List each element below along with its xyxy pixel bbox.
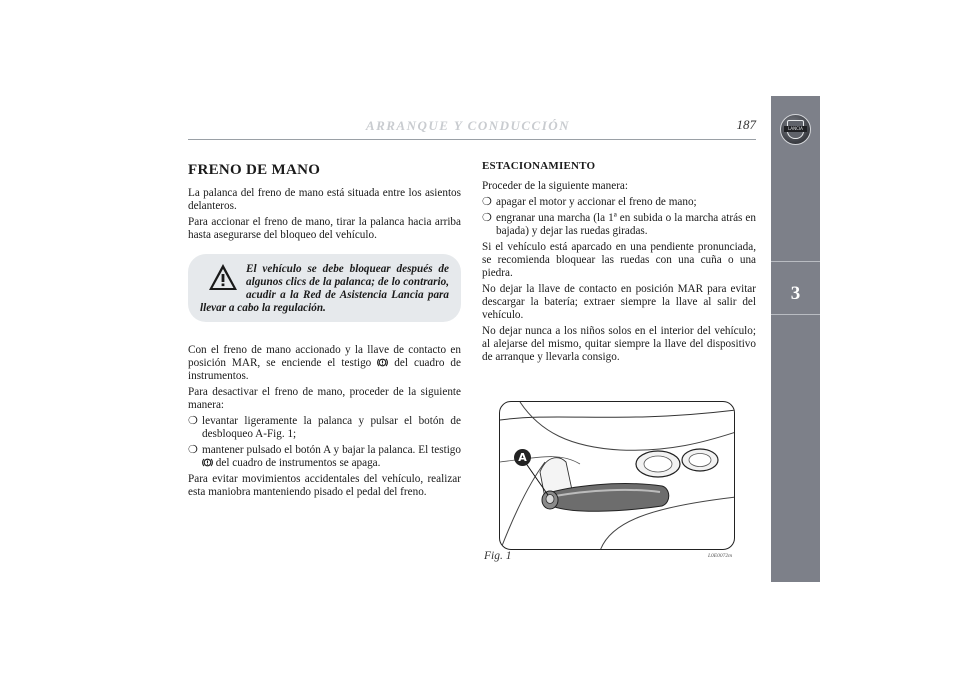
list-item-text: [202, 444, 461, 470]
list-item: [482, 212, 756, 238]
side-tab-divider-bottom: [771, 314, 820, 315]
logo-text: LANCIA: [784, 126, 807, 132]
paragraph-text: del cuadro de instrumentos.: [188, 357, 461, 382]
paragraph: Proceder de la siguiente manera:: [482, 180, 628, 192]
figure-handbrake-illustration: [499, 401, 735, 550]
warning-box: [188, 254, 461, 322]
list-item-text-part: mantener pulsado el botón A y bajar la palanca. El testigo: [202, 444, 461, 456]
figure-caption: Fig. 1: [484, 550, 512, 562]
list-item-text: levantar ligeramente la palanca y pulsar el botón de desbloqueo A-Fig. 1;: [202, 415, 461, 440]
brake-warning-telltale-icon: [202, 457, 213, 468]
side-tab-divider-top: [771, 261, 820, 262]
brake-warning-telltale-icon: [377, 357, 388, 368]
header-divider: [188, 139, 756, 140]
list-item: [188, 444, 461, 470]
warning-triangle-icon: [208, 263, 238, 291]
paragraph-text: Con el freno de mano accionado y la llave de contacto en posición MAR, se enciende el testigo: [188, 344, 461, 369]
list-item: [482, 196, 756, 209]
list-item-text: apagar el motor y accionar el freno de mano;: [496, 196, 697, 208]
list-item-text-part: del cuadro de instrumentos se apaga.: [215, 457, 381, 469]
paragraph: [188, 344, 461, 383]
running-header: ARRANQUE Y CONDUCCIÓN: [365, 118, 571, 133]
section-title: FRENO DE MANO: [188, 162, 321, 178]
left-column: [188, 161, 461, 502]
handbrake-illustration: [500, 402, 735, 550]
paragraph: No dejar nunca a los niños solos en el interior del vehículo; al alejarse del mismo, quitar siempre la llave del dispositivo de arranque y llevarla consigo.: [482, 325, 756, 363]
paragraph: Si el vehículo está aparcado en una pendiente pronunciada, se recomienda bloquear las ruedas con una cuña o una piedra.: [482, 241, 756, 279]
chapter-side-tab: [771, 96, 820, 582]
right-column: [482, 160, 756, 367]
figure-code: L0E0072m: [708, 553, 733, 559]
chapter-number: 3: [790, 283, 801, 304]
list-item: [188, 415, 461, 441]
paragraph: No dejar la llave de contacto en posición MAR para evitar descargar la batería; extraer siempre la llave al salir del vehículo.: [482, 283, 756, 321]
page-number: 187: [736, 117, 756, 132]
list-item-text: engranar una marcha (la 1ª en subida o la marcha atrás en bajada) y dejar las ruedas giradas.: [496, 212, 756, 237]
paragraph: Para desactivar el freno de mano, proceder de la siguiente manera:: [188, 386, 461, 411]
paragraph: Para evitar movimientos accidentales del vehículo, realizar esta maniobra manteniendo pisado el pedal del freno.: [188, 473, 461, 498]
bullet-marker: ❍: [188, 444, 198, 456]
paragraph: La palanca del freno de mano está situada entre los asientos delanteros.: [188, 187, 461, 212]
callout-a-label: A: [514, 449, 531, 466]
bullet-marker: ❍: [482, 212, 492, 224]
subheading: ESTACIONAMIENTO: [482, 160, 596, 172]
bullet-marker: ❍: [188, 415, 198, 427]
warning-text: El vehículo se debe bloquear después de algunos clics de la palanca; de lo contrario, acudir a la Red de Asistencia Lancia para llevar a cabo la regulación.: [200, 263, 449, 314]
lancia-shield-icon: [780, 114, 811, 145]
paragraph: Para accionar el freno de mano, tirar la palanca hacia arriba hasta asegurarse del bloqueo del vehículo.: [188, 216, 461, 241]
bullet-marker: ❍: [482, 196, 492, 208]
